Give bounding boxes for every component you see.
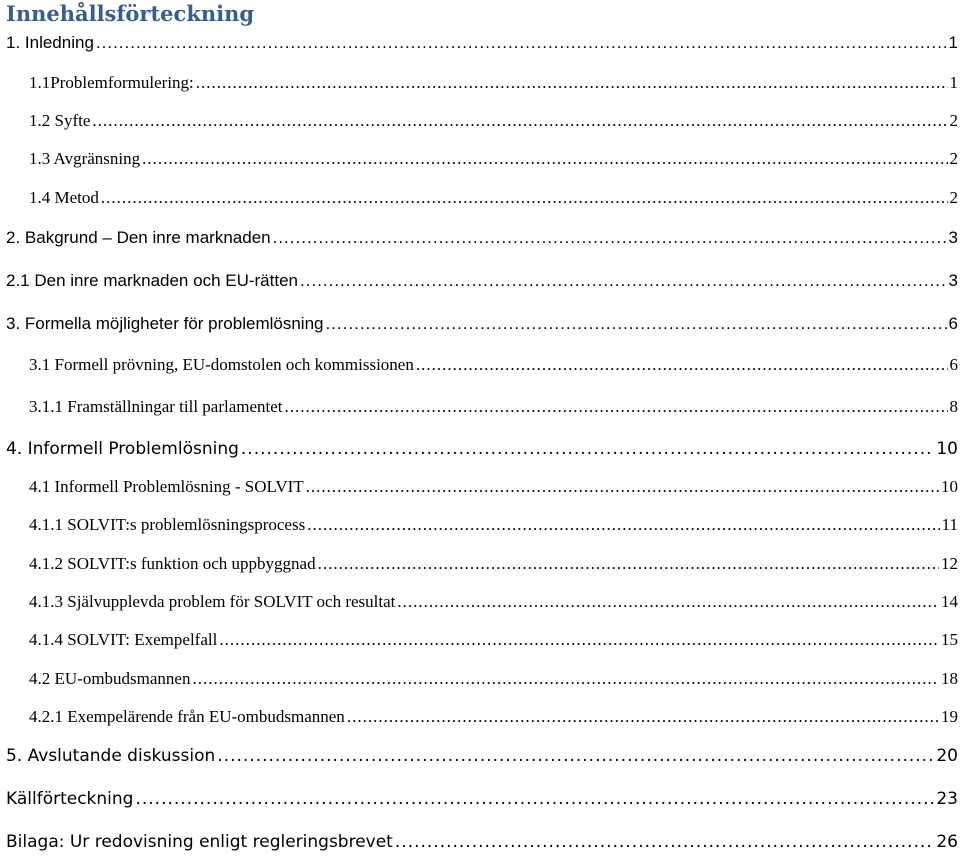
toc-entry-label: 4. Informell Problemlösning — [6, 439, 239, 459]
toc-entry-page: 2 — [949, 149, 958, 168]
toc-leader-dots — [192, 669, 939, 689]
toc-leader-dots — [92, 111, 947, 131]
toc-entry-label: 1.2 Syfte — [29, 111, 91, 130]
toc-entry-solvit[interactable] — [29, 477, 958, 507]
toc-leader-dots — [347, 707, 939, 727]
toc-entry-page: 6 — [949, 355, 958, 374]
toc-entry-label: 1. Inledning — [6, 33, 94, 52]
toc-entry-label: 4.1 Informell Problemlösning - SOLVIT — [29, 477, 304, 496]
toc-leader-dots — [96, 33, 947, 53]
toc-entry-bakgrund[interactable] — [6, 228, 958, 258]
toc-leader-dots — [219, 630, 939, 650]
toc-entry-label: 2.1 Den inre marknaden och EU-rätten — [6, 271, 298, 290]
toc-entry-label: 4.1.3 Självupplevda problem för SOLVIT och resultat — [29, 592, 396, 611]
toc-leader-dots — [142, 149, 947, 169]
toc-entry-metod[interactable] — [29, 188, 958, 218]
toc-entry-framstallningar[interactable] — [29, 397, 958, 427]
toc-entry-formell-provning[interactable] — [29, 355, 958, 385]
toc-leader-dots — [241, 439, 934, 459]
toc-entry-page: 18 — [941, 669, 958, 688]
toc-entry-page: 15 — [941, 630, 958, 649]
toc-entry-informell-problemlosning[interactable] — [6, 439, 958, 469]
toc-leader-dots — [285, 397, 948, 417]
toc-leader-dots — [273, 228, 947, 248]
toc-entry-page: 1 — [948, 33, 958, 52]
toc-entry-page: 10 — [941, 477, 958, 496]
toc-entry-exempelfall[interactable] — [29, 630, 958, 660]
toc-entry-page: 12 — [941, 554, 958, 573]
toc-entry-page: 26 — [936, 832, 958, 852]
toc-entry-label: 2. Bakgrund – Den inre marknaden — [6, 228, 271, 247]
toc-entry-label: 1.3 Avgränsning — [29, 149, 141, 168]
toc-entry-inledning[interactable] — [6, 33, 958, 63]
toc-entry-label: 3. Formella möjligheter för problemlösning — [6, 314, 324, 333]
toc-entry-page: 2 — [949, 188, 958, 207]
toc-leader-dots — [196, 73, 948, 93]
toc-entry-formella-mojligheter[interactable] — [6, 314, 958, 344]
toc-entry-exempelarende[interactable] — [29, 707, 958, 737]
toc-entry-label: Bilaga: Ur redovisning enligt regleringsbrevet — [6, 832, 393, 852]
toc-entry-page: 2 — [949, 111, 958, 130]
toc-entry-sjalvupplevda-problem[interactable] — [29, 592, 958, 622]
toc-entry-label: 4.2.1 Exempelärende från EU-ombudsmannen — [29, 707, 345, 726]
toc-leader-dots — [325, 314, 946, 334]
toc-leader-dots — [318, 554, 939, 574]
toc-leader-dots — [217, 746, 934, 766]
toc-entry-avslutande-diskussion[interactable] — [6, 746, 958, 776]
toc-entry-page: 10 — [936, 439, 958, 459]
toc-entry-page: 11 — [941, 515, 958, 534]
toc-entry-label: 3.1 Formell prövning, EU-domstolen och kommissionen — [29, 355, 414, 374]
toc-leader-dots — [306, 477, 939, 497]
toc-entry-page: 3 — [948, 271, 958, 290]
toc-entry-label: 1.1Problemformulering: — [29, 73, 194, 92]
toc-entry-label: 4.2 EU-ombudsmannen — [29, 669, 191, 688]
toc-leader-dots — [300, 271, 947, 291]
toc-entry-page: 20 — [936, 746, 958, 766]
toc-leader-dots — [135, 789, 934, 809]
toc-entry-label: 5. Avslutande diskussion — [6, 746, 216, 766]
toc-entry-page: 3 — [948, 228, 958, 247]
toc-entry-page: 19 — [941, 707, 958, 726]
toc-entry-page: 8 — [949, 397, 958, 416]
toc-entry-eu-ombudsmannen[interactable] — [29, 669, 958, 699]
toc-leader-dots — [416, 355, 948, 375]
toc-entry-label: 3.1.1 Framställningar till parlamentet — [29, 397, 283, 416]
toc-entry-label: 4.1.4 SOLVIT: Exempelfall — [29, 630, 218, 649]
toc-title: Innehållsförteckning — [6, 1, 255, 26]
toc-entry-problemformulering[interactable] — [29, 73, 958, 103]
toc-entry-solvit-process[interactable] — [29, 515, 958, 545]
toc-entry-page: 6 — [948, 314, 958, 333]
toc-entry-page: 14 — [941, 592, 958, 611]
toc-leader-dots — [397, 592, 939, 612]
toc-entry-label: 1.4 Metod — [29, 188, 99, 207]
toc-entry-kallforteckning[interactable] — [6, 789, 958, 819]
toc-leader-dots — [307, 515, 939, 535]
toc-entry-page: 1 — [949, 73, 958, 92]
toc-leader-dots — [395, 832, 935, 852]
toc-entry-inre-marknaden-eu-ratten[interactable] — [6, 271, 958, 301]
toc-entry-bilaga[interactable] — [6, 832, 958, 862]
toc-entry-label: Källförteckning — [6, 789, 134, 809]
toc-leader-dots — [101, 188, 948, 208]
toc-entry-avgransning[interactable] — [29, 149, 958, 179]
toc-entry-label: 4.1.2 SOLVIT:s funktion och uppbyggnad — [29, 554, 316, 573]
toc-entry-solvit-funktion[interactable] — [29, 554, 958, 584]
toc-entry-page: 23 — [936, 789, 958, 809]
toc-entry-syfte[interactable] — [29, 111, 958, 141]
toc-entry-label: 4.1.1 SOLVIT:s problemlösningsprocess — [29, 515, 306, 534]
